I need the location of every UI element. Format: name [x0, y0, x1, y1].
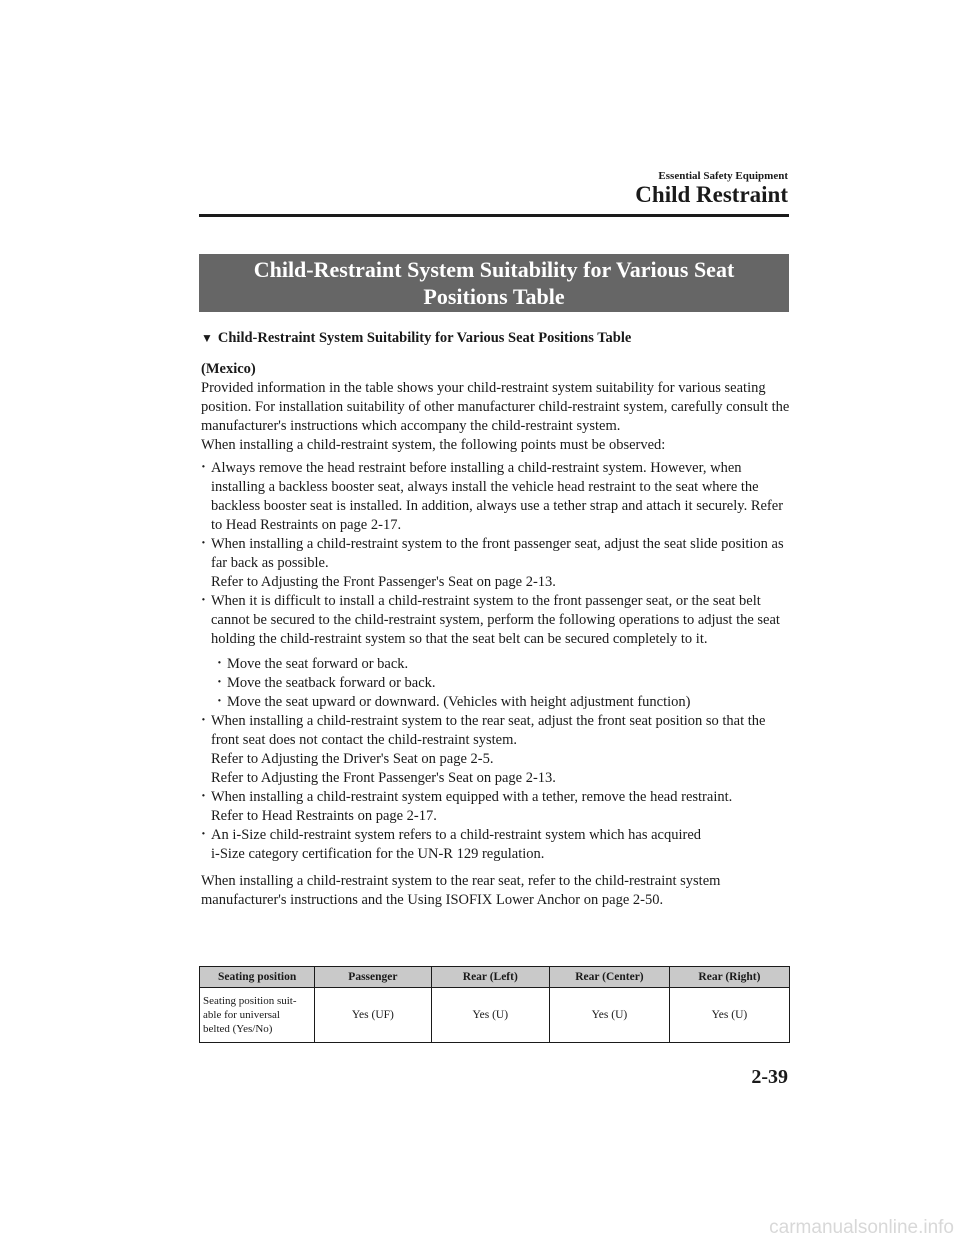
list-item-continuation: Refer to Adjusting the Driver's Seat on page 2-5. — [211, 751, 494, 767]
list-item-continuation: Refer to Head Restraints on page 2-17. — [211, 808, 437, 824]
points-list — [201, 459, 791, 649]
body-content — [201, 360, 791, 910]
points-list-2 — [201, 712, 791, 864]
banner-line-1: Child-Restraint System Suitability for Various Seat — [253, 257, 735, 282]
row-label — [200, 988, 315, 1043]
list-item: · When installing a child-restraint system to the front passenger seat, adjust the seat slide position as far back as possible. — [201, 535, 791, 573]
table-header-row — [200, 967, 790, 988]
row-label-line: belted (Yes/No) — [203, 1023, 273, 1035]
column-header: Rear (Center) — [549, 967, 669, 988]
sub-list-item: · Move the seat upward or downward. (Vehicles with height adjustment function) — [217, 693, 791, 712]
row-label-line: able for universal — [203, 1009, 280, 1021]
list-item-continuation: Refer to Adjusting the Front Passenger's Seat on page 2-13. — [211, 770, 556, 786]
points-intro: When installing a child-restraint system, the following points must be observed: — [201, 437, 666, 453]
closing-paragraph: When installing a child-restraint system to the rear seat, refer to the child-restraint system manufacturer's instructions and the Using ISOFIX Lower Anchor on page 2-50. — [201, 873, 721, 908]
region-label: (Mexico) — [201, 361, 256, 377]
triangle-down-icon: ▼ — [201, 331, 213, 345]
section-label: Essential Safety Equipment — [658, 170, 788, 182]
watermark: carmanualsonline.info — [769, 1217, 954, 1238]
list-item: · An i-Size child-restraint system refers to a child-restraint system which has acquired — [201, 826, 791, 845]
list-item: · Always remove the head restraint before installing a child-restraint system. However, when installing a backless booster seat, always install the vehicle head restraint to the seat where the backless booster seat is installed. In addition, always use a tether strap and attach it securely. Refer to Head Restraints on page 2-17. — [201, 459, 791, 535]
section-banner — [199, 254, 789, 312]
table-cell: Yes (UF) — [315, 988, 431, 1043]
column-header: Rear (Left) — [431, 967, 549, 988]
list-item: · When it is difficult to install a child-restraint system to the front passenger seat, or the seat belt cannot be secured to the child-restraint system, perform the following operations to adjust the seat holding the child-restraint system so that the seat belt can be secured completely to it. — [201, 592, 791, 649]
banner-line-2: Positions Table — [423, 284, 565, 309]
table-cell: Yes (U) — [549, 988, 669, 1043]
list-item: · When installing a child-restraint system equipped with a tether, remove the head restraint. — [201, 788, 791, 807]
suitability-table — [199, 966, 790, 1043]
table-cell: Yes (U) — [431, 988, 549, 1043]
column-header: Seating position — [200, 967, 315, 988]
subheading — [201, 330, 631, 347]
sub-points-list — [217, 655, 791, 712]
intro-paragraph: Provided information in the table shows your child-restraint system suitability for various seating position. For installation suitability of other manufacturer child-restraint system, carefully consult the manufacturer's instructions which accompany the child-restraint system. — [201, 380, 790, 434]
subheading-text: Child-Restraint System Suitability for Various Seat Positions Table — [217, 330, 632, 346]
list-item: · When installing a child-restraint system to the rear seat, adjust the front seat position so that the front seat does not contact the child-restraint system. — [201, 712, 791, 750]
chapter-title: Child Restraint — [635, 182, 788, 207]
row-label-line: Seating position suit- — [203, 995, 297, 1007]
table-cell: Yes (U) — [669, 988, 789, 1043]
column-header: Passenger — [315, 967, 431, 988]
page-number: 2-39 — [751, 1066, 788, 1088]
list-item-continuation: Refer to Adjusting the Front Passenger's Seat on page 2-13. — [211, 574, 556, 590]
sub-list-item: · Move the seatback forward or back. — [217, 674, 791, 693]
table-row — [200, 988, 790, 1043]
sub-list-item: · Move the seat forward or back. — [217, 655, 791, 674]
column-header: Rear (Right) — [669, 967, 789, 988]
header-divider — [199, 214, 789, 217]
list-item-continuation: i-Size category certification for the UN-R 129 regulation. — [211, 846, 545, 862]
